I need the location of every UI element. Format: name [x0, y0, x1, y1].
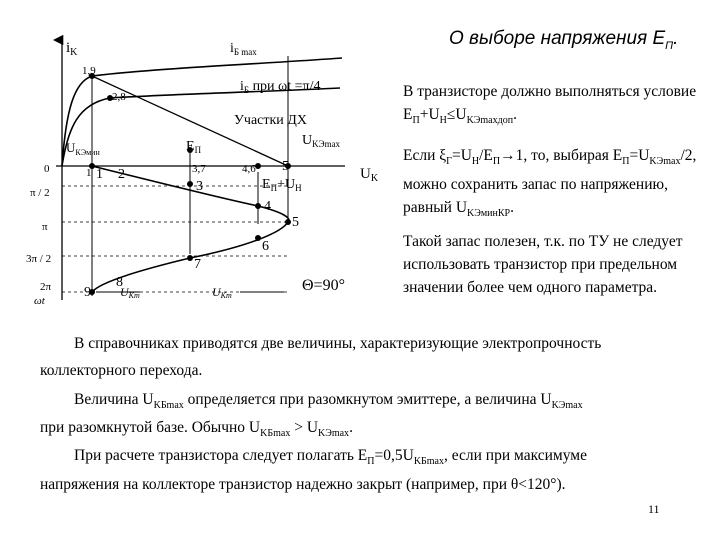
ik-label: $i_K$: [66, 40, 78, 58]
num-5: 5: [292, 215, 299, 230]
right-paragraph-2: Если $\xi_Г=U_Н/E_П\to 1$, то, выбирая $E_П=U_{KЭmax}/2$, можно сохранить запас по напряжению, равный $U_{KЭминКР}$.: [403, 147, 697, 220]
right-paragraph-3: Такой запас полезен, т.к. по ТУ не следует использовать транзистор при предельном значении более чем одного параметра.: [403, 233, 683, 296]
angle-pi: π: [42, 221, 48, 233]
ukemax-label: $U_{KЭmax}$: [302, 133, 341, 149]
ib-when-label: $i_Б$ при ωt =π/4: [240, 79, 321, 95]
num-3: 3: [196, 179, 203, 194]
num-7: 7: [194, 257, 201, 272]
load-line-figure: [0, 0, 400, 320]
ukm2-label: UKm: [212, 285, 232, 300]
dx-label: Участки ДХ: [234, 113, 307, 128]
num-9: 9: [84, 285, 91, 300]
body-line-6: напряжения на коллекторе транзистор надежно закрыт (например, при θ<120°).: [40, 476, 566, 493]
ibmax-label: $i_{Б max}$: [230, 41, 257, 57]
angle-0: 0: [44, 163, 50, 175]
ep-label: $E_П$: [186, 139, 202, 155]
body-line-2: коллекторного перехода.: [40, 362, 203, 379]
point-8: [255, 203, 261, 209]
value-19: 1,9: [82, 65, 96, 77]
point-4: [255, 163, 261, 169]
curve-ibmax: [62, 58, 342, 166]
value-46: 4,6: [242, 163, 256, 175]
point-7: [187, 181, 193, 187]
point-9: [285, 219, 291, 225]
body-line-1: В справочниках приводятся две величины, характеризующие электропрочность: [74, 335, 602, 352]
angle-pi2: π / 2: [30, 187, 50, 199]
value-1: 1: [86, 167, 92, 179]
body-line-5: При расчете транзистора следует полагать $E_П=0,5U_{KБmax}$, если при максимуме: [74, 447, 587, 468]
body-line-4: при разомкнутой базе. Обычно $U_{KБmax} > U_{KЭmax}$.: [40, 419, 353, 440]
num-1: 1: [96, 167, 103, 182]
point-11: [187, 255, 193, 261]
theta-label: Θ=90°: [302, 277, 345, 294]
num-4: 4: [264, 199, 271, 214]
body-line-3: Величина $U_{KБmax}$ определяется при разомкнутом эмиттере, а величина $U_{KЭmax}$: [74, 391, 583, 412]
epun-label: $E_П+U_Н$: [262, 177, 302, 193]
ukm1-label: UKm: [120, 285, 140, 300]
right-paragraph-1: В транзисторе должно выполняться условие $E_П+U_Н\le U_{KЭmaxдоп}$.: [403, 83, 697, 127]
page-number: 11: [648, 502, 660, 516]
slide-title: О выборе напряжения $E_П$.: [449, 28, 679, 52]
point-10: [255, 235, 261, 241]
num-6: 6: [262, 239, 269, 254]
omega-t-label: ωt: [34, 295, 45, 307]
angle-2pi: 2π: [40, 281, 52, 293]
uk-axis-label: $U_K$: [360, 166, 379, 184]
angle-3pi2: 3π / 2: [26, 253, 52, 265]
num-8: 8: [116, 275, 123, 290]
num-5b: 5: [282, 159, 289, 174]
num-2: 2: [118, 167, 125, 182]
value-28: 2,8: [112, 91, 126, 103]
ukemin-label: $U_{КЭмин}$: [66, 140, 100, 157]
value-37: 3,7: [192, 163, 206, 175]
